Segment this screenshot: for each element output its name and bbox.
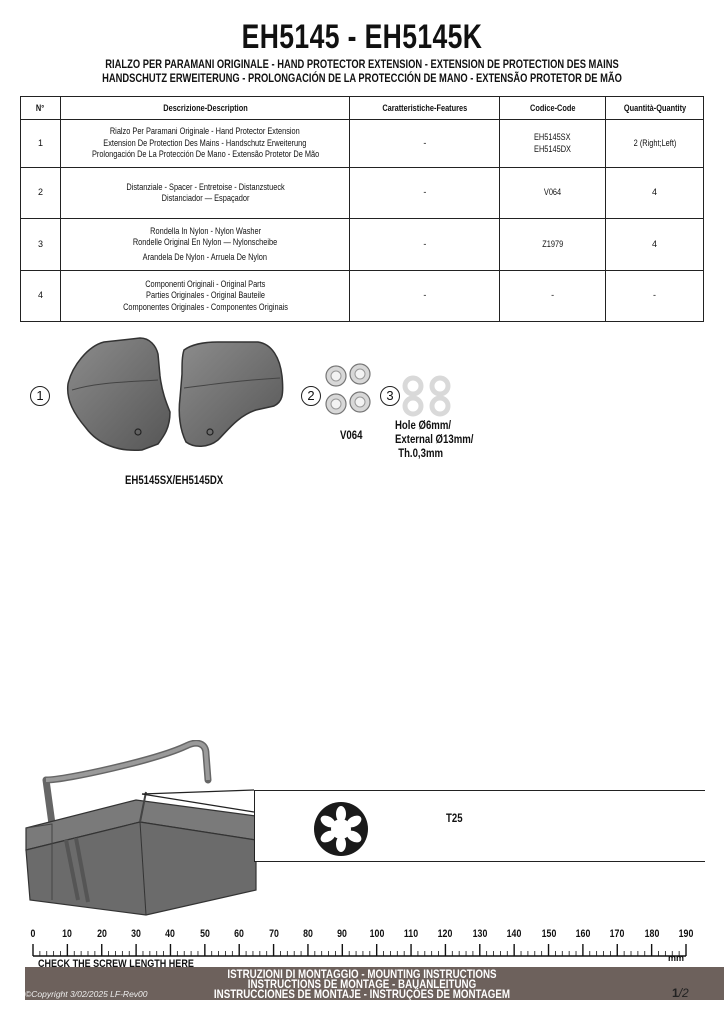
row-features: - bbox=[350, 168, 500, 219]
subtitle-line-1: RIALZO PER PARAMANI ORIGINALE - HAND PROTECTOR EXTENSION - EXTENSION DE PROTECTION DES MAINS bbox=[105, 57, 619, 71]
row-number: 4 bbox=[21, 271, 61, 322]
table-row bbox=[21, 271, 704, 322]
row-quantity: - bbox=[606, 271, 704, 322]
row-quantity: 2 (Right;Left) bbox=[606, 120, 704, 168]
part-number-badge: 2 bbox=[301, 386, 321, 406]
row-code: Z1979 bbox=[500, 219, 606, 271]
part-2-caption: V064 bbox=[340, 428, 363, 442]
spacer-illustration bbox=[322, 362, 374, 418]
ruler-tick-label: 190 bbox=[678, 928, 694, 940]
ruler-tick-label: 80 bbox=[303, 928, 313, 940]
hand-protector-extension-illustration bbox=[58, 336, 294, 456]
column-header: Codice-Code bbox=[500, 97, 606, 120]
row-features: - bbox=[350, 219, 500, 271]
row-quantity: 4 bbox=[606, 219, 704, 271]
ruler-unit: mm bbox=[668, 953, 685, 963]
footer-line-2: INSTRUCTIONS DE MONTAGE - BAUANLEITUNG bbox=[247, 979, 477, 991]
row-features: - bbox=[350, 271, 500, 322]
ruler-tick-label: 150 bbox=[541, 928, 556, 940]
part-3-caption: Hole Ø6mm/ External Ø13mm/ Th.0,3mm bbox=[395, 418, 474, 460]
row-quantity: 4 bbox=[606, 168, 704, 219]
part-1-caption: EH5145SX/EH5145DX bbox=[125, 473, 224, 487]
ruler-tick-label: 100 bbox=[369, 928, 385, 940]
row-code: - bbox=[500, 271, 606, 322]
copyright-text: ©Copyright 3/02/2025 LF-Rev00 bbox=[25, 989, 148, 999]
row-number: 3 bbox=[21, 219, 61, 271]
ruler-tick-label: 50 bbox=[199, 928, 210, 940]
row-description: Componenti Originali - Original Parts Parties Originales - Original Bauteile Componentes Originales - Componentes Originais bbox=[60, 271, 349, 322]
ruler-tick-label: 140 bbox=[506, 928, 522, 940]
footer-line-1: ISTRUZIONI DI MONTAGGIO - MOUNTING INSTRUCTIONS bbox=[227, 969, 497, 981]
table-row bbox=[21, 120, 704, 168]
ruler-tick-label: 40 bbox=[165, 928, 176, 940]
row-description: Rondella In Nylon - Nylon Washer Rondelle Original En Nylon — Nylonscheibe Arandela De Nylon - Arruela De Nylon bbox=[60, 219, 349, 271]
ruler bbox=[0, 940, 724, 960]
page-title: EH5145 - EH5145K bbox=[241, 18, 483, 56]
ruler-tick-label: 20 bbox=[96, 928, 107, 940]
ruler-tick-label: 90 bbox=[337, 928, 348, 940]
ruler-tick-label: 160 bbox=[575, 928, 591, 940]
parts-table bbox=[20, 96, 704, 322]
ruler-tick-label: 10 bbox=[62, 928, 73, 940]
ruler-tick-label: 60 bbox=[234, 928, 245, 940]
toolbox-illustration bbox=[16, 740, 274, 920]
page-number: 1/2 bbox=[672, 986, 689, 1000]
ruler-tick-label: 170 bbox=[609, 928, 625, 940]
ruler-tick-label: 110 bbox=[403, 928, 419, 940]
ruler-tick-label: 70 bbox=[268, 928, 279, 940]
row-description: Rialzo Per Paramani Originale - Hand Protector Extension Extension De Protection Des Mains - Handschutz Erweiterung Prolongación De La Protección De Mano - Extensão Protetor De Mão bbox=[60, 120, 349, 168]
ruler-tick-label: 180 bbox=[644, 928, 659, 940]
row-code: EH5145SX EH5145DX bbox=[500, 120, 606, 168]
column-header: Caratteristiche-Features bbox=[350, 97, 500, 120]
row-number: 2 bbox=[21, 168, 61, 219]
tool-label: T25 bbox=[446, 811, 463, 825]
subtitle-line-2: HANDSCHUTZ ERWEITERUNG - PROLONGACIÓN DE LA PROTECCIÓN DE MANO - EXTENSÃO PROTETOR DE MÃO bbox=[102, 71, 622, 85]
check-screw-length-label: CHECK THE SCREW LENGTH HERE bbox=[38, 958, 194, 970]
ruler-tick-label: 130 bbox=[472, 928, 488, 940]
ruler-tick-label: 120 bbox=[438, 928, 453, 940]
row-description: Distanziale - Spacer - Entretoise - Distanzstueck Distanciador — Espaçador bbox=[60, 168, 349, 219]
torx-star-icon bbox=[313, 801, 369, 857]
column-header: Descrizione-Description bbox=[60, 97, 349, 120]
footer-line-3: INSTRUCCIONES DE MONTAJE - INSTRUÇÕES DE MONTAGEM bbox=[213, 989, 511, 1001]
table-header-row bbox=[21, 97, 704, 120]
row-code: V064 bbox=[500, 168, 606, 219]
nylon-washer-illustration bbox=[400, 374, 456, 418]
column-header: Quantità-Quantity bbox=[606, 97, 704, 120]
table-row bbox=[21, 219, 704, 271]
table-row bbox=[21, 168, 704, 219]
ruler-tick-label: 0 bbox=[30, 928, 36, 940]
row-number: 1 bbox=[21, 120, 61, 168]
tool-callout-line bbox=[140, 778, 256, 818]
ruler-tick-label: 30 bbox=[131, 928, 141, 940]
row-features: - bbox=[350, 120, 500, 168]
part-number-badge: 1 bbox=[30, 386, 50, 406]
part-number-badge: 3 bbox=[380, 386, 400, 406]
column-header: N° bbox=[21, 97, 61, 120]
